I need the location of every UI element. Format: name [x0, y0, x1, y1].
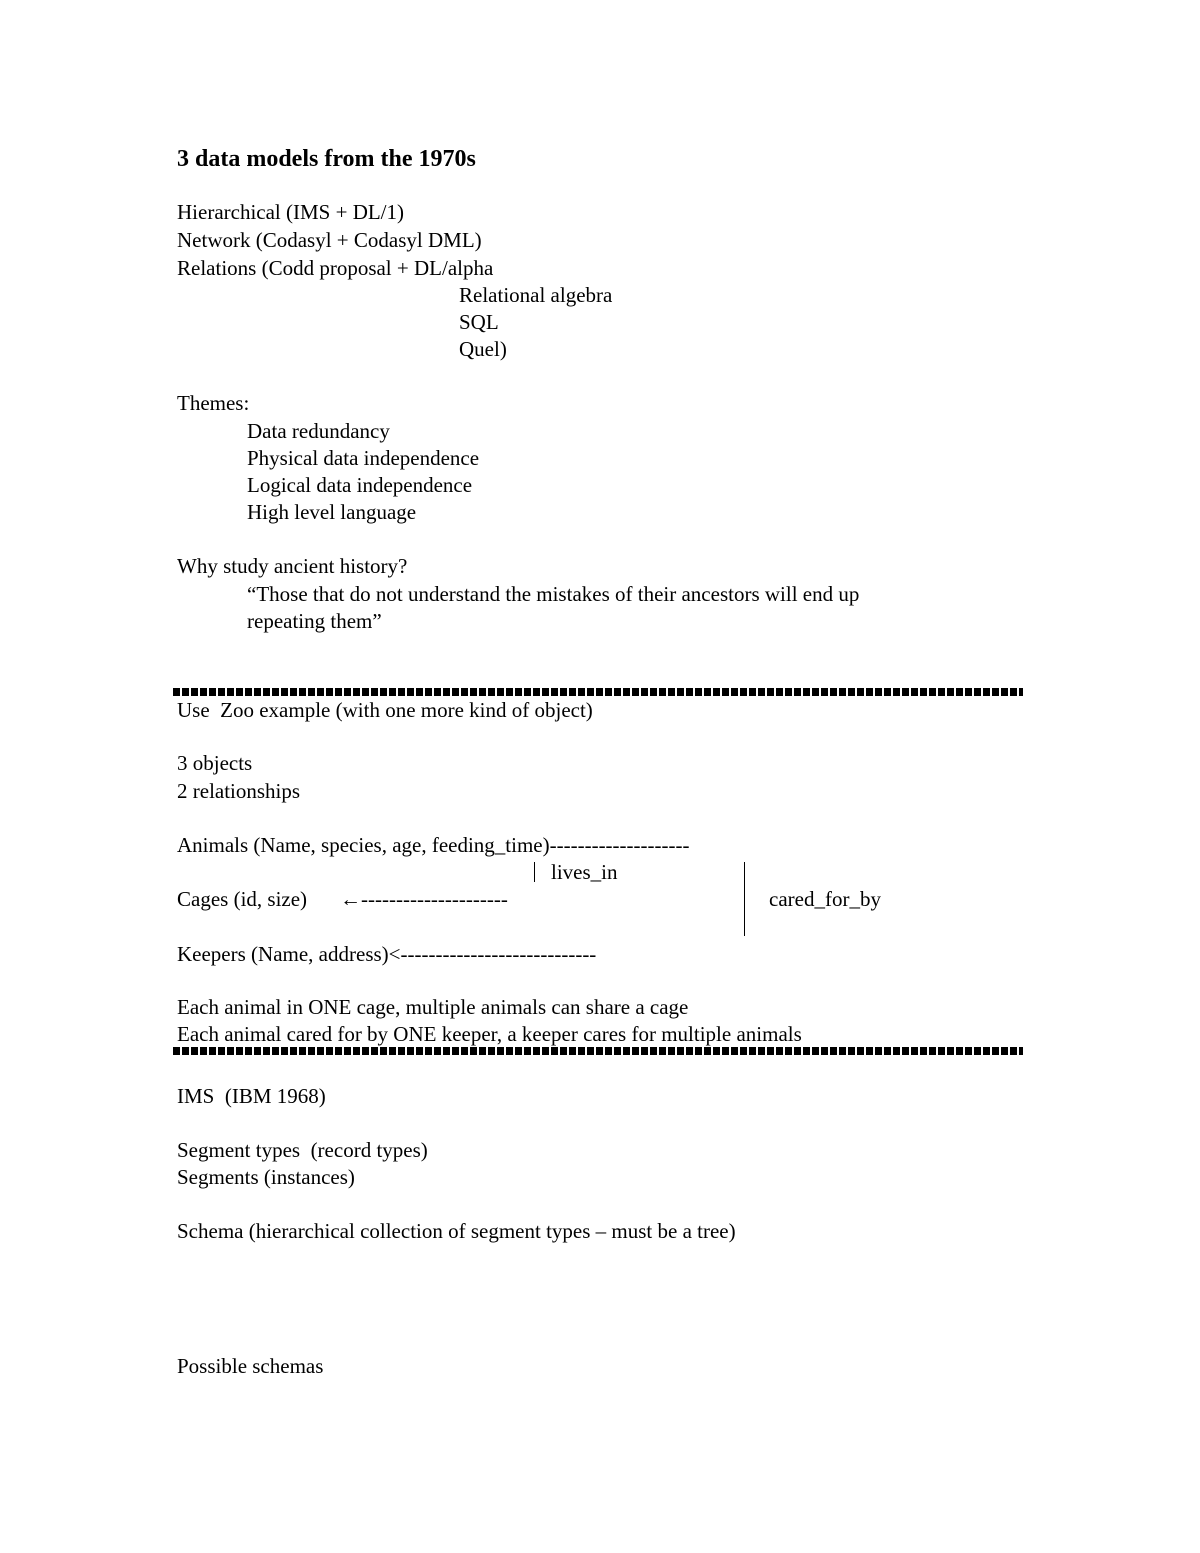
model-sql: SQL	[459, 310, 499, 334]
zoo-intro: Use Zoo example (with one more kind of object)	[177, 698, 593, 722]
cages-arrow: ←---------------------	[340, 887, 508, 911]
model-relations: Relations (Codd proposal + DL/alpha	[177, 256, 494, 280]
section-divider	[173, 688, 1023, 696]
theme-item: Data redundancy	[247, 419, 390, 443]
lives-in-connector	[534, 862, 535, 882]
model-relational-algebra: Relational algebra	[459, 283, 613, 307]
theme-item: Physical data independence	[247, 446, 480, 470]
cared-for-by-label: cared_for_by	[769, 887, 881, 911]
model-network: Network (Codasyl + Codasyl DML)	[177, 228, 482, 252]
zoo-objects: 3 objects	[177, 751, 253, 775]
quote-line-2: repeating them”	[247, 609, 382, 633]
zoo-rule-2: Each animal cared for by ONE keeper, a keeper cares for multiple animals	[177, 1022, 802, 1046]
cared-for-by-connector	[744, 862, 745, 936]
ims-schema: Schema (hierarchical collection of segment types – must be a tree)	[177, 1219, 736, 1243]
zoo-rule-1: Each animal in ONE cage, multiple animals can share a cage	[177, 995, 689, 1019]
ims-heading: IMS (IBM 1968)	[177, 1084, 326, 1108]
model-hierarchical: Hierarchical (IMS + DL/1)	[177, 200, 405, 224]
keepers-line: Keepers (Name, address)<----------------------------	[177, 942, 597, 966]
lives-in-label: lives_in	[551, 860, 618, 884]
cages-line: Cages (id, size)	[177, 887, 308, 911]
ims-segment-types: Segment types (record types)	[177, 1138, 428, 1162]
themes-label: Themes:	[177, 391, 250, 415]
model-quel: Quel)	[459, 337, 507, 361]
animals-line: Animals (Name, species, age, feeding_time)--------------------	[177, 833, 690, 857]
theme-item: High level language	[247, 500, 417, 524]
why-question: Why study ancient history?	[177, 554, 408, 578]
theme-item: Logical data independence	[247, 473, 473, 497]
quote-line-1: “Those that do not understand the mistakes of their ancestors will end up	[247, 582, 860, 606]
ims-possible-schemas: Possible schemas	[177, 1354, 324, 1378]
section-divider	[173, 1047, 1023, 1055]
zoo-relationships: 2 relationships	[177, 779, 301, 803]
page-title: 3 data models from the 1970s	[177, 146, 476, 172]
ims-segments: Segments (instances)	[177, 1165, 355, 1189]
